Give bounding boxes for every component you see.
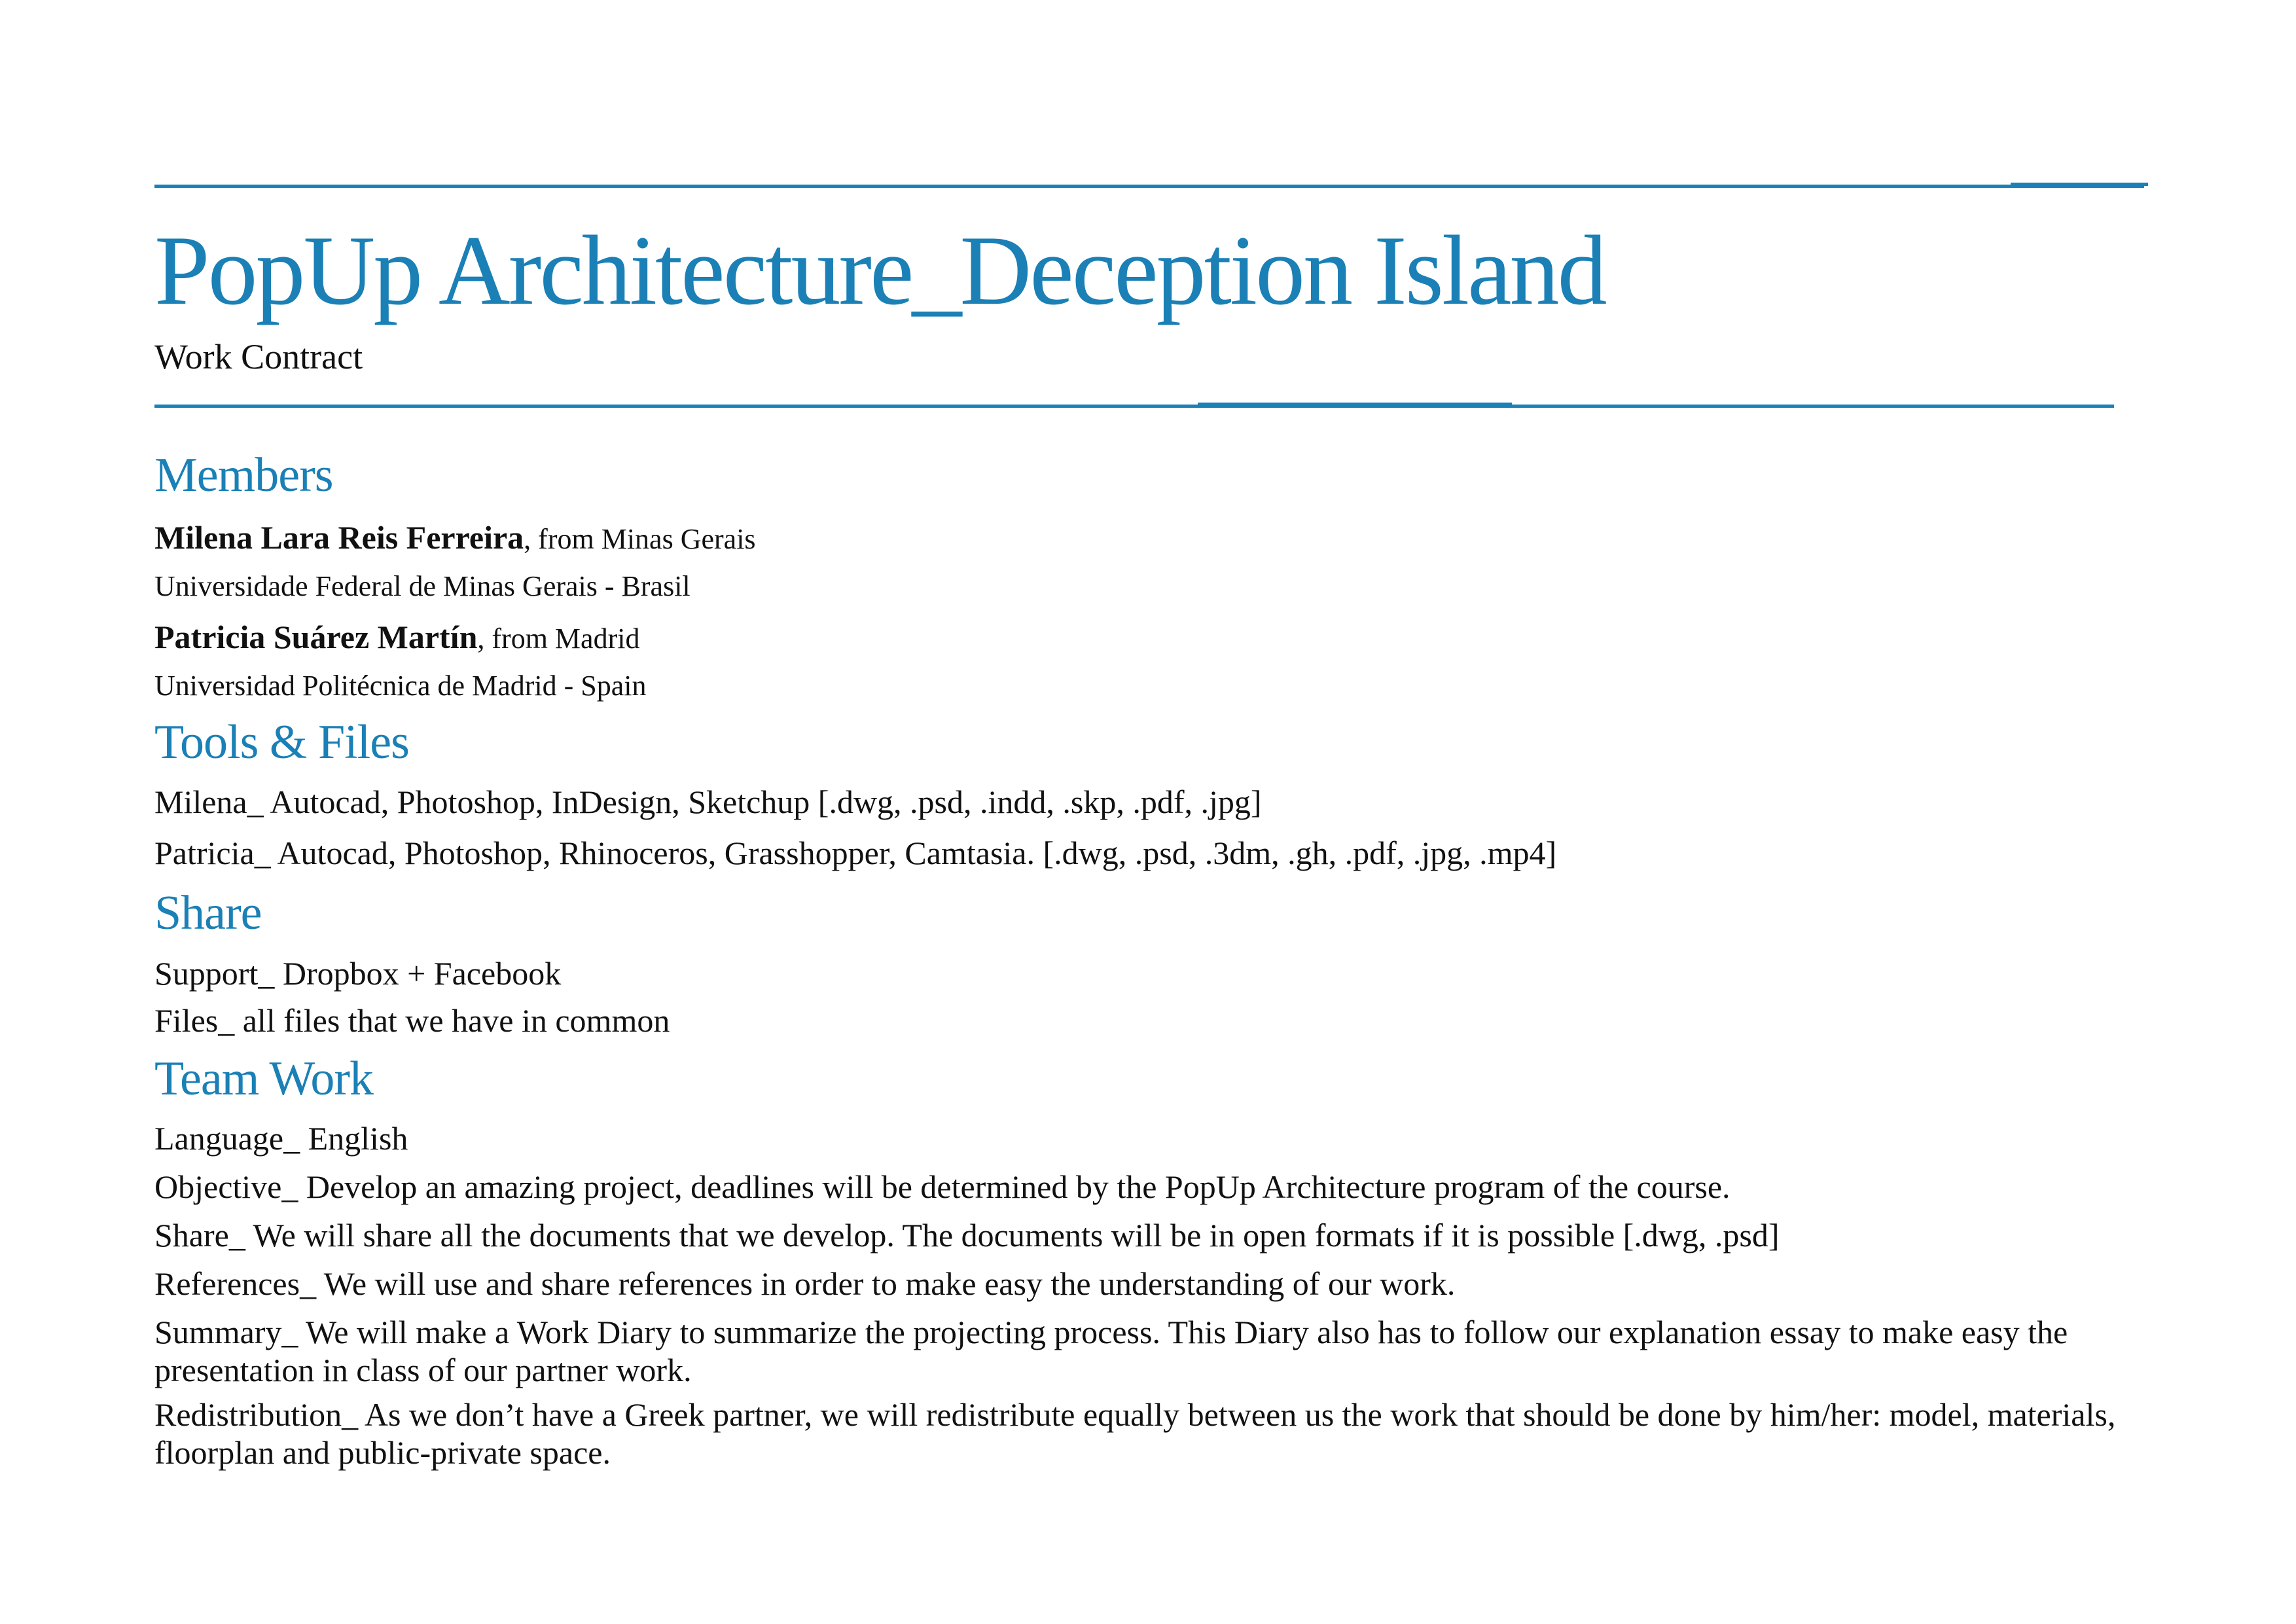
page-subtitle: Work Contract	[154, 337, 363, 376]
member-1-name: Milena Lara Reis Ferreira	[154, 519, 524, 556]
member-1-line	[154, 518, 756, 556]
share-files: Files_ all files that we have in common	[154, 1002, 670, 1039]
header-divider-accent	[1198, 403, 1512, 406]
top-divider-accent	[2011, 183, 2148, 186]
member-2-name: Patricia Suárez Martín	[154, 619, 478, 655]
page-title: PopUp Architecture_Deception Island	[154, 215, 1605, 325]
teamwork-language: Language_ English	[154, 1120, 408, 1157]
tools-line-patricia: Patricia_ Autocad, Photoshop, Rhinoceros, Grasshopper, Camtasia. [.dwg, .psd, .3dm, .gh, .pdf, .jpg, .mp4]	[154, 835, 1557, 871]
teamwork-summary: Summary_ We will make a Work Diary to summarize the projecting process. This Diary also has to follow our explanation essay to make easy the presentation in class of our partner work.	[154, 1314, 2068, 1388]
teamwork-objective: Objective_ Develop an amazing project, deadlines will be determined by the PopUp Architecture program of the course.	[154, 1168, 1731, 1205]
share-heading: Share	[154, 886, 262, 940]
member-1-university: Universidade Federal de Minas Gerais - Brasil	[154, 570, 691, 602]
teamwork-references: References_ We will use and share references in order to make easy the understanding of our work.	[154, 1265, 1456, 1302]
members-heading: Members	[154, 448, 333, 502]
tools-line-milena: Milena_ Autocad, Photoshop, InDesign, Sketchup [.dwg, .psd, .indd, .skp, .pdf, .jpg]	[154, 784, 1262, 820]
teamwork-share: Share_ We will share all the documents that we develop. The documents will be in open formats if it is possible [.dwg, .psd]	[154, 1217, 1780, 1254]
member-2-university: Universidad Politécnica de Madrid - Spain	[154, 670, 647, 702]
teamwork-redistribution: Redistribution_ As we don’t have a Greek partner, we will redistribute equally between us the work that should be done by him/her: model, materials, floorplan and public-private space.	[154, 1396, 2116, 1471]
top-divider	[154, 185, 2144, 188]
teamwork-heading: Team Work	[154, 1052, 374, 1106]
member-2-origin: , from Madrid	[477, 623, 640, 655]
tools-heading: Tools & Files	[154, 715, 409, 769]
share-support: Support_ Dropbox + Facebook	[154, 955, 562, 992]
member-2-line	[154, 618, 639, 656]
member-1-origin: , from Minas Gerais	[524, 523, 756, 555]
header-divider	[154, 405, 2114, 408]
